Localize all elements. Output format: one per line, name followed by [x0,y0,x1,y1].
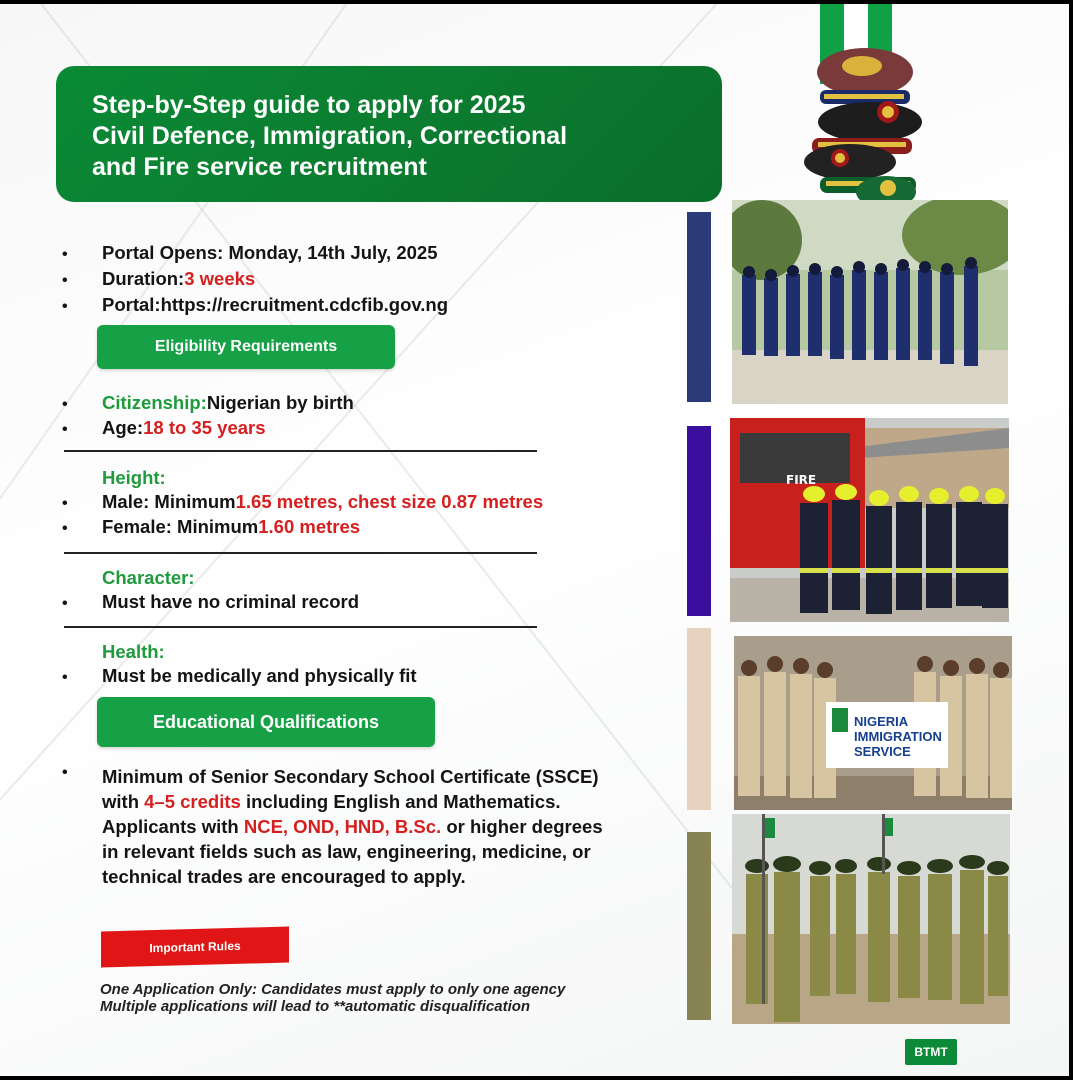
education-text-part: Minimum of Senior Secondary School Certificate (SSCE) with [102,766,599,812]
correctional-service-photo [732,814,1010,1024]
bullet: • [62,421,68,438]
important-rules-badge: Important Rules [101,927,289,968]
female-height-item [62,516,360,538]
header-banner [56,66,722,202]
bullet: • [62,396,68,413]
title-line: Civil Defence, Immigration, Correctional [92,122,568,150]
bullet: • [62,246,68,263]
male-height-item [62,491,543,513]
degrees-highlight: NCE, OND, HND, B.Sc. [243,816,442,837]
character-heading: Character: [102,567,195,588]
title-line: Step-by-Step guide to apply for 2025 [92,91,526,119]
eligibility-heading: Eligibility Requirements [97,325,395,369]
duration-label: Duration: [102,268,185,289]
immigration-sign-line: NIGERIA [854,714,909,729]
education-text-part: or higher degrees in relevant fields such as law, engineering, medicine, or technical trades are encouraged to apply. [102,816,603,887]
character-text: Must have no criminal record [102,591,360,612]
btmt-badge: BTMT [905,1039,957,1065]
education-text-part: including English and Mathematics. Applicants with [102,791,561,837]
bullet: • [62,595,68,612]
fire-truck-label: FIRE [786,473,817,487]
age-label: Age: [102,417,144,438]
fire-service-photo [730,418,1009,622]
credits-highlight: 4–5 credits [144,791,241,812]
immigration-sign-line: SERVICE [854,744,911,759]
female-height-label: Female: Minimum [102,516,259,537]
portal-opens-text: Portal Opens: Monday, 14th July, 2025 [102,242,438,263]
citizenship-label: Citizenship: [102,392,207,413]
health-heading: Health: [102,641,165,662]
bullet: • [62,669,68,686]
divider [64,552,537,554]
accent-bar-navy [687,212,711,402]
bullet: • [62,764,68,781]
female-height-value: 1.60 metres [258,516,361,537]
age-value: 18 to 35 years [143,417,266,438]
portal-url-item [62,294,448,316]
education-requirements-text [102,764,622,889]
bullet: • [62,272,68,289]
immigration-sign-line: IMMIGRATION [854,729,942,744]
accent-bar-purple [687,426,711,616]
duration-value: 3 weeks [184,268,256,289]
rules-line: Multiple applications will lead to **automatic disqualification [100,998,531,1015]
portal-opens-item [62,242,438,264]
recruitment-flyer [0,4,1069,1076]
portal-url-text: Portal:https://recruitment.cdcfib.gov.ng [102,294,449,315]
bullet: • [62,298,68,315]
character-item [62,591,359,613]
male-height-label: Male: Minimum [102,491,236,512]
duration-item [62,268,255,290]
bullet: • [62,495,68,512]
divider [64,450,537,452]
accent-bar-olive [687,832,711,1020]
male-height-value: 1.65 metres, chest size 0.87 metres [235,491,544,512]
bullet: • [62,520,68,537]
age-item [62,417,266,439]
citizenship-item [62,392,354,414]
civil-defence-parade-photo [732,200,1008,404]
height-heading: Height: [102,467,166,488]
health-item [62,665,417,687]
immigration-service-photo [734,636,1012,810]
divider [64,626,537,628]
rules-line: One Application Only: Candidates must apply to only one agency [100,981,566,998]
title-line: and Fire service recruitment [92,153,427,181]
education-heading: Educational Qualifications [97,697,435,747]
health-text: Must be medically and physically fit [102,665,417,686]
citizenship-value: Nigerian by birth [206,392,354,413]
accent-bar-beige [687,628,711,810]
